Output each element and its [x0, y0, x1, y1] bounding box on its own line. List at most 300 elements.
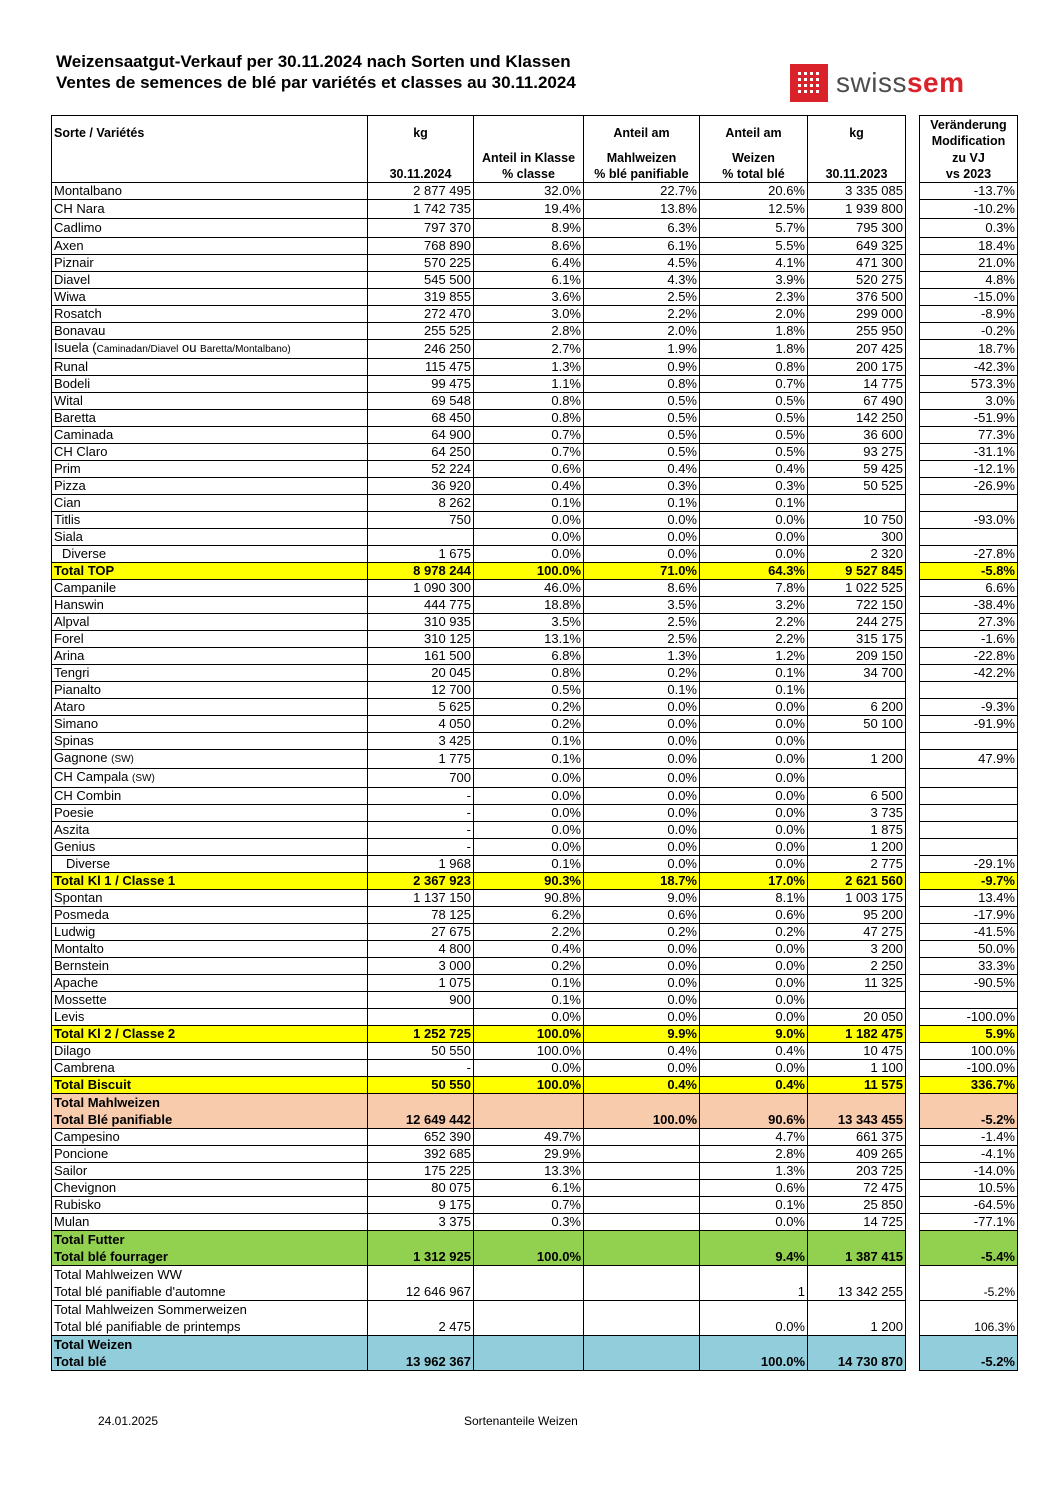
share-weizen-cell: 0.6%	[700, 1180, 808, 1197]
variety-name-text: Axen	[54, 238, 84, 253]
variety-name	[52, 1231, 368, 1266]
change-cell	[920, 992, 1018, 1009]
footer-date: 24.01.2025	[98, 1414, 159, 1428]
variety-name-text: Simano	[54, 716, 99, 731]
share-class-cell: 3.0%	[474, 306, 584, 323]
variety-name	[52, 255, 368, 272]
change-cell: -93.0%	[920, 512, 1018, 529]
variety-name	[52, 1009, 368, 1026]
kg-2024-cell: 8 978 244	[368, 563, 474, 580]
kg-2024-cell: 1 742 735	[368, 200, 474, 219]
variety-name-line1: Total Mahlweizen Sommerweizen	[54, 1302, 247, 1317]
kg-2023-cell: 2 250	[808, 958, 906, 975]
variety-name	[52, 839, 368, 856]
share-mahl-cell	[584, 1180, 700, 1197]
variety-name-text: Cadlimo	[54, 220, 102, 235]
share-weizen-cell: 0.5%	[700, 410, 808, 427]
kg-2023-cell: 1 387 415	[808, 1231, 906, 1266]
table-row	[52, 219, 1018, 238]
share-class-cell: 0.7%	[474, 444, 584, 461]
variety-note-or: ou	[178, 340, 201, 355]
share-mahl-cell: 0.0%	[584, 856, 700, 873]
kg-2023-cell: 1 939 800	[808, 200, 906, 219]
variety-name-text: Bonavau	[54, 323, 106, 338]
share-class-cell: 0.6%	[474, 461, 584, 478]
variety-name-text: CH Combin	[54, 788, 122, 803]
header-change-2: Modification	[931, 134, 1006, 148]
kg-2024-cell: 750	[368, 512, 474, 529]
variety-name-text: Diavel	[54, 272, 91, 287]
variety-name	[52, 272, 368, 289]
share-class-cell: 8.9%	[474, 219, 584, 238]
share-class-cell: 0.2%	[474, 699, 584, 716]
header-mahl-1: Anteil am	[584, 116, 700, 151]
kg-2023-cell: 1 182 475	[808, 1026, 906, 1043]
share-weizen-cell: 0.5%	[700, 427, 808, 444]
kg-2023-cell: 6 500	[808, 788, 906, 805]
kg-2024-cell: 52 224	[368, 461, 474, 478]
kg-2023-cell: 1 200	[808, 750, 906, 769]
share-mahl-cell: 0.0%	[584, 1060, 700, 1077]
variety-name-text: Isuela (	[54, 340, 97, 355]
share-mahl-cell: 2.5%	[584, 614, 700, 631]
kg-2024-cell: 2 367 923	[368, 873, 474, 890]
share-mahl-cell: 0.0%	[584, 941, 700, 958]
change-cell: 3.0%	[920, 393, 1018, 410]
share-weizen-cell: 0.0%	[700, 992, 808, 1009]
share-weizen-cell: 0.2%	[700, 924, 808, 941]
variety-name	[52, 1043, 368, 1060]
swisssem-logo	[790, 64, 965, 102]
share-class-cell: 13.3%	[474, 1163, 584, 1180]
table-row	[52, 665, 1018, 682]
variety-name	[52, 289, 368, 306]
share-weizen-cell: 3.9%	[700, 272, 808, 289]
variety-note: Caminadan/Diavel	[96, 344, 179, 355]
share-mahl-cell: 0.8%	[584, 376, 700, 393]
change-cell: 100.0%	[920, 1043, 1018, 1060]
table-row	[52, 1094, 1018, 1129]
table-row	[52, 750, 1018, 769]
share-weizen-cell: 0.7%	[700, 376, 808, 393]
variety-name-text: Diverse	[66, 856, 111, 871]
share-class-cell: 0.2%	[474, 958, 584, 975]
variety-name-text: Rosatch	[54, 306, 102, 321]
variety-name-text: CH Claro	[54, 444, 108, 459]
table-row	[52, 546, 1018, 563]
variety-name-text: Apache	[54, 975, 99, 990]
share-mahl-cell	[584, 1163, 700, 1180]
share-class-cell: 0.1%	[474, 750, 584, 769]
share-mahl-cell: 0.0%	[584, 839, 700, 856]
variety-name	[52, 665, 368, 682]
change-cell	[920, 495, 1018, 512]
share-class-cell: 32.0%	[474, 183, 584, 200]
share-weizen-cell: 0.6%	[700, 907, 808, 924]
table-row	[52, 769, 1018, 788]
change-cell: 77.3%	[920, 427, 1018, 444]
share-mahl-cell: 0.0%	[584, 769, 700, 788]
kg-2023-cell: 50 100	[808, 716, 906, 733]
table-row	[52, 699, 1018, 716]
share-weizen-cell: 0.0%	[700, 839, 808, 856]
table-row	[52, 529, 1018, 546]
header-class-2: % classe	[474, 166, 584, 183]
share-weizen-cell: 0.0%	[700, 788, 808, 805]
change-cell: -90.5%	[920, 975, 1018, 992]
change-cell: -42.2%	[920, 665, 1018, 682]
kg-2023-cell: 207 425	[808, 340, 906, 359]
kg-2023-cell: 661 375	[808, 1129, 906, 1146]
variety-name	[52, 1336, 368, 1371]
variety-name	[52, 1077, 368, 1094]
share-mahl-cell: 2.0%	[584, 323, 700, 340]
variety-name	[52, 393, 368, 410]
change-cell: -77.1%	[920, 1214, 1018, 1231]
share-class-cell: 0.0%	[474, 1060, 584, 1077]
share-weizen-cell: 0.0%	[700, 822, 808, 839]
share-class-cell	[474, 1301, 584, 1336]
share-class-cell: 6.1%	[474, 272, 584, 289]
share-class-cell: 0.0%	[474, 839, 584, 856]
table-row	[52, 1336, 1018, 1371]
table-row	[52, 716, 1018, 733]
share-class-cell: 0.0%	[474, 529, 584, 546]
variety-name	[52, 323, 368, 340]
share-mahl-cell: 4.3%	[584, 272, 700, 289]
variety-name	[52, 1266, 368, 1301]
share-weizen-cell: 9.0%	[700, 1026, 808, 1043]
kg-2024-cell: 78 125	[368, 907, 474, 924]
table-row	[52, 1180, 1018, 1197]
change-cell: 13.4%	[920, 890, 1018, 907]
variety-name-text: Wital	[54, 393, 83, 408]
share-weizen-cell: 0.4%	[700, 461, 808, 478]
share-weizen-cell: 0.0%	[700, 941, 808, 958]
change-cell: 336.7%	[920, 1077, 1018, 1094]
share-class-cell: 100.0%	[474, 1026, 584, 1043]
share-class-cell: 6.4%	[474, 255, 584, 272]
share-mahl-cell	[584, 1214, 700, 1231]
share-mahl-cell: 0.0%	[584, 1009, 700, 1026]
kg-2023-cell: 14 775	[808, 376, 906, 393]
change-cell: 18.4%	[920, 238, 1018, 255]
table-row	[52, 393, 1018, 410]
variety-name-text: Tengri	[54, 665, 90, 680]
variety-name-text: Wiwa	[54, 289, 86, 304]
kg-2023-cell: 209 150	[808, 648, 906, 665]
change-cell	[920, 682, 1018, 699]
table-row	[52, 340, 1018, 359]
variety-note: Baretta/Montalbano)	[200, 344, 291, 355]
change-cell: -29.1%	[920, 856, 1018, 873]
kg-2024-cell: 12 646 967	[368, 1266, 474, 1301]
share-class-cell: 0.0%	[474, 769, 584, 788]
kg-2023-cell: 200 175	[808, 359, 906, 376]
header-date-2023: 30.11.2023	[808, 166, 906, 183]
variety-name	[52, 924, 368, 941]
kg-2024-cell: 20 045	[368, 665, 474, 682]
kg-2023-cell: 1 875	[808, 822, 906, 839]
kg-2023-cell: 1 022 525	[808, 580, 906, 597]
variety-name-line1: Total Futter	[54, 1232, 125, 1247]
change-cell: -1.6%	[920, 631, 1018, 648]
share-class-cell: 0.7%	[474, 1197, 584, 1214]
variety-name	[52, 1026, 368, 1043]
change-cell: -38.4%	[920, 597, 1018, 614]
change-cell: -42.3%	[920, 359, 1018, 376]
share-class-cell	[474, 1094, 584, 1129]
table-row	[52, 580, 1018, 597]
variety-name-line1: Total Mahlweizen	[54, 1095, 160, 1110]
share-mahl-cell: 0.0%	[584, 512, 700, 529]
share-mahl-cell: 9.0%	[584, 890, 700, 907]
kg-2023-cell: 59 425	[808, 461, 906, 478]
share-weizen-cell: 5.7%	[700, 219, 808, 238]
share-class-cell: 3.6%	[474, 289, 584, 306]
share-mahl-cell: 13.8%	[584, 200, 700, 219]
change-cell: -14.0%	[920, 1163, 1018, 1180]
share-mahl-cell: 71.0%	[584, 563, 700, 580]
change-cell: -5.4%	[920, 1231, 1018, 1266]
kg-2024-cell: 700	[368, 769, 474, 788]
table-row	[52, 975, 1018, 992]
variety-name	[52, 648, 368, 665]
variety-name-text: Poesie	[54, 805, 94, 820]
table-row	[52, 289, 1018, 306]
share-weizen-cell: 1.2%	[700, 648, 808, 665]
change-cell: -0.2%	[920, 323, 1018, 340]
share-weizen-cell: 0.0%	[700, 1060, 808, 1077]
share-class-cell: 3.5%	[474, 614, 584, 631]
share-class-cell: 6.2%	[474, 907, 584, 924]
kg-2023-cell: 142 250	[808, 410, 906, 427]
share-class-cell: 0.0%	[474, 805, 584, 822]
variety-name	[52, 631, 368, 648]
variety-name	[52, 750, 368, 769]
change-cell: 27.3%	[920, 614, 1018, 631]
change-cell: 47.9%	[920, 750, 1018, 769]
share-class-cell: 0.8%	[474, 393, 584, 410]
share-mahl-cell	[584, 1266, 700, 1301]
share-mahl-cell: 0.0%	[584, 529, 700, 546]
change-cell: -9.7%	[920, 873, 1018, 890]
share-weizen-cell: 1.3%	[700, 1163, 808, 1180]
share-mahl-cell: 0.0%	[584, 822, 700, 839]
change-cell	[920, 529, 1018, 546]
share-mahl-cell: 0.5%	[584, 427, 700, 444]
kg-2024-cell: -	[368, 822, 474, 839]
kg-2023-cell: 14 725	[808, 1214, 906, 1231]
share-class-cell: 0.0%	[474, 546, 584, 563]
share-mahl-cell: 1.9%	[584, 340, 700, 359]
share-class-cell: 1.1%	[474, 376, 584, 393]
share-weizen-cell: 0.1%	[700, 1197, 808, 1214]
kg-2023-cell: 10 750	[808, 512, 906, 529]
share-weizen-cell: 0.0%	[700, 699, 808, 716]
kg-2023-cell: 3 335 085	[808, 183, 906, 200]
variety-name	[52, 682, 368, 699]
variety-name	[52, 495, 368, 512]
variety-name	[52, 788, 368, 805]
share-weizen-cell: 20.6%	[700, 183, 808, 200]
kg-2024-cell: 392 685	[368, 1146, 474, 1163]
title-fr: Ventes de semences de blé par variétés et classes au 30.11.2024	[56, 73, 576, 92]
variety-name	[52, 1180, 368, 1197]
header-variety: Sorte / Variétés	[52, 116, 368, 151]
share-class-cell: 0.1%	[474, 992, 584, 1009]
change-cell: -26.9%	[920, 478, 1018, 495]
table-row	[52, 512, 1018, 529]
share-mahl-cell: 0.4%	[584, 461, 700, 478]
share-mahl-cell: 9.9%	[584, 1026, 700, 1043]
variety-name	[52, 733, 368, 750]
kg-2023-cell: 255 950	[808, 323, 906, 340]
kg-2023-cell: 203 725	[808, 1163, 906, 1180]
share-mahl-cell: 3.5%	[584, 597, 700, 614]
share-mahl-cell	[584, 1336, 700, 1371]
change-cell: -4.1%	[920, 1146, 1018, 1163]
table-row	[52, 1231, 1018, 1266]
variety-name-text: Sailor	[54, 1163, 88, 1178]
share-mahl-cell: 0.0%	[584, 992, 700, 1009]
kg-2024-cell: 768 890	[368, 238, 474, 255]
variety-name-text: Pizza	[54, 478, 86, 493]
kg-2023-cell: 409 265	[808, 1146, 906, 1163]
kg-2023-cell	[808, 769, 906, 788]
variety-name-line2: Total blé	[54, 1354, 107, 1369]
share-weizen-cell: 8.1%	[700, 890, 808, 907]
header-date-2024: 30.11.2024	[368, 166, 474, 183]
kg-2023-cell: 471 300	[808, 255, 906, 272]
share-class-cell: 6.1%	[474, 1180, 584, 1197]
variety-name-line2: Total Blé panifiable	[54, 1112, 173, 1127]
share-mahl-cell: 0.1%	[584, 682, 700, 699]
variety-name-text: Campanile	[54, 580, 117, 595]
share-weizen-cell: 0.0%	[700, 512, 808, 529]
table-row	[52, 822, 1018, 839]
kg-2023-cell: 20 050	[808, 1009, 906, 1026]
variety-name-text: Aszita	[54, 822, 90, 837]
change-cell	[920, 769, 1018, 788]
kg-2023-cell	[808, 733, 906, 750]
variety-name	[52, 1094, 368, 1129]
variety-name-text: Dilago	[54, 1043, 91, 1058]
share-mahl-cell: 8.6%	[584, 580, 700, 597]
variety-name	[52, 359, 368, 376]
variety-name-text: Baretta	[54, 410, 96, 425]
share-mahl-cell: 0.4%	[584, 1077, 700, 1094]
kg-2023-cell: 2 775	[808, 856, 906, 873]
variety-name	[52, 822, 368, 839]
table-row	[52, 238, 1018, 255]
share-weizen-cell: 0.0%	[700, 546, 808, 563]
kg-2024-cell: 9 175	[368, 1197, 474, 1214]
change-cell: -5.2%	[920, 1266, 1018, 1301]
variety-name-text: Caminada	[54, 427, 114, 442]
share-class-cell: 13.1%	[474, 631, 584, 648]
share-class-cell: 0.3%	[474, 1214, 584, 1231]
kg-2024-cell: 64 900	[368, 427, 474, 444]
change-cell	[920, 733, 1018, 750]
share-mahl-cell: 0.0%	[584, 750, 700, 769]
kg-2024-cell: 246 250	[368, 340, 474, 359]
variety-name-text: Chevignon	[54, 1180, 117, 1195]
variety-name-text: Rubisko	[54, 1197, 101, 1212]
variety-name	[52, 856, 368, 873]
kg-2024-cell: 175 225	[368, 1163, 474, 1180]
table-row	[52, 839, 1018, 856]
kg-2024-cell: 1 968	[368, 856, 474, 873]
kg-2024-cell: 12 700	[368, 682, 474, 699]
change-cell: -22.8%	[920, 648, 1018, 665]
variety-name	[52, 1163, 368, 1180]
change-cell: -100.0%	[920, 1009, 1018, 1026]
kg-2023-cell: 299 000	[808, 306, 906, 323]
variety-name-text: CH Nara	[54, 201, 105, 216]
kg-2024-cell: 99 475	[368, 376, 474, 393]
kg-2024-cell: 444 775	[368, 597, 474, 614]
kg-2023-cell: 25 850	[808, 1197, 906, 1214]
table-row	[52, 1060, 1018, 1077]
share-weizen-cell: 5.5%	[700, 238, 808, 255]
share-class-cell: 100.0%	[474, 1077, 584, 1094]
change-cell: -17.9%	[920, 907, 1018, 924]
share-mahl-cell	[584, 1301, 700, 1336]
share-mahl-cell: 0.4%	[584, 1043, 700, 1060]
variety-name	[52, 597, 368, 614]
variety-name	[52, 873, 368, 890]
change-cell: -5.2%	[920, 1094, 1018, 1129]
variety-name-text: Mulan	[54, 1214, 90, 1229]
variety-name-text: Arina	[54, 648, 85, 663]
share-mahl-cell: 0.0%	[584, 975, 700, 992]
variety-name	[52, 805, 368, 822]
kg-2023-cell: 1 100	[808, 1060, 906, 1077]
variety-name-text: Siala	[54, 529, 83, 544]
share-weizen-cell: 0.0%	[700, 958, 808, 975]
share-weizen-cell: 0.0%	[700, 529, 808, 546]
table-row	[52, 614, 1018, 631]
share-class-cell: 6.8%	[474, 648, 584, 665]
kg-2024-cell: 3 000	[368, 958, 474, 975]
share-class-cell	[474, 1266, 584, 1301]
variety-name	[52, 306, 368, 323]
variety-name	[52, 340, 368, 359]
kg-2023-cell: 50 525	[808, 478, 906, 495]
table-row	[52, 255, 1018, 272]
share-mahl-cell: 0.2%	[584, 665, 700, 682]
kg-2023-cell: 1 003 175	[808, 890, 906, 907]
change-cell: 4.8%	[920, 272, 1018, 289]
header-class-1: Anteil in Klasse	[474, 150, 584, 166]
variety-name-line2: Total blé panifiable de printemps	[54, 1319, 241, 1334]
kg-2023-cell: 34 700	[808, 665, 906, 682]
variety-name	[52, 958, 368, 975]
share-mahl-cell: 0.9%	[584, 359, 700, 376]
kg-2024-cell: 4 800	[368, 941, 474, 958]
variety-name	[52, 1060, 368, 1077]
variety-note: (SW)	[111, 754, 134, 765]
variety-name-text: Poncione	[54, 1146, 109, 1161]
kg-2024-cell: 310 125	[368, 631, 474, 648]
change-cell: 6.6%	[920, 580, 1018, 597]
change-cell: -91.9%	[920, 716, 1018, 733]
table-row	[52, 856, 1018, 873]
kg-2023-cell: 13 342 255	[808, 1266, 906, 1301]
kg-2024-cell: -	[368, 1060, 474, 1077]
table-row	[52, 631, 1018, 648]
